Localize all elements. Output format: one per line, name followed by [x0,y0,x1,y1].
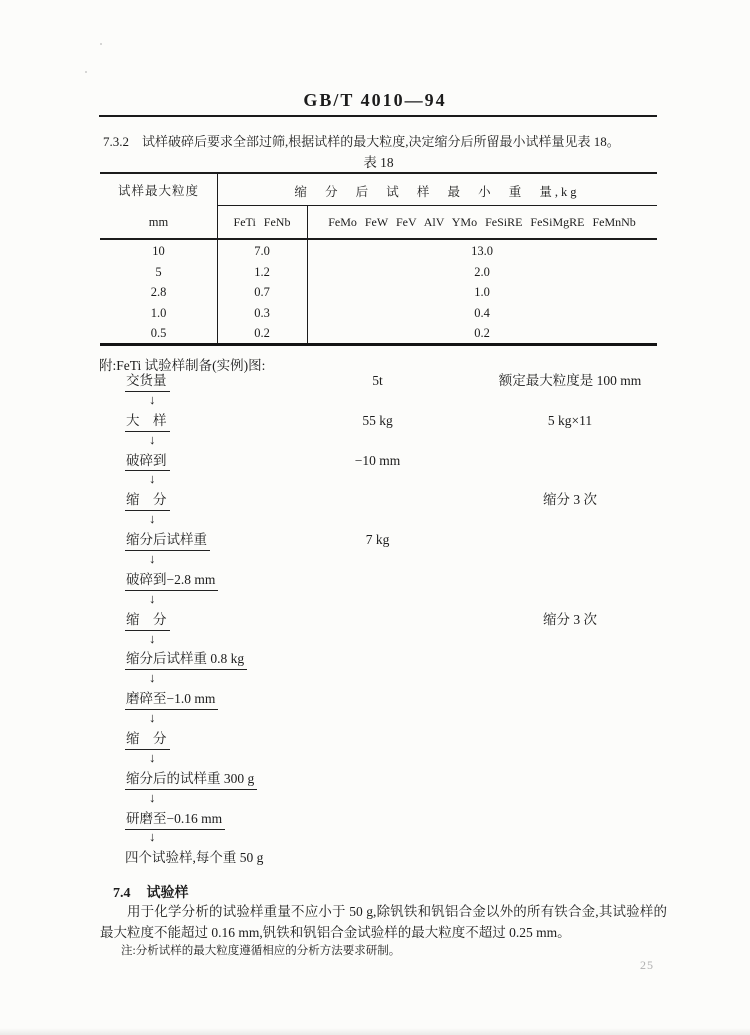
flow-step-value: 55 kg [362,412,393,428]
flow-step-label: 破碎到−2.8 mm [125,570,218,591]
flow-step [98,689,670,709]
column-header-max-size: 试样最大粒度 [117,184,199,198]
down-arrow-icon: ↓ [149,789,156,805]
table-cell: 1.0 [474,285,490,300]
table-cell: 1.2 [254,264,270,279]
flow-step [98,451,670,471]
flow-step [98,848,670,868]
flow-step-annotation: 缩分 3 次 [543,492,597,508]
flow-step-annotation: 5 kg×11 [547,412,593,428]
flow-step-label: 缩 分 [125,729,170,750]
flow-step [98,530,670,550]
section-7-3-2 [103,131,703,150]
flow-step-label: 破碎到 [125,451,170,472]
table-18 [100,172,657,346]
flow-step-value: −10 mm [354,452,401,468]
flow-step [98,809,670,829]
table-cell: 0.3 [254,305,270,320]
down-arrow-icon: ↓ [149,829,156,845]
flow-step-value: 5t [372,373,383,388]
down-arrow-icon: ↓ [149,749,156,765]
table-caption: 表 18 [363,155,394,170]
flow-step-label: 缩分后试样重 [125,530,210,551]
down-arrow-icon: ↓ [149,710,156,726]
down-arrow-icon: ↓ [149,391,156,407]
table-cell: 10 [152,244,165,258]
column-header-other-alloys: FeMo FeW FeV AlV YMo FeSiRE FeSiMgRE FeMnNb [328,215,636,229]
flow-step-annotation: 缩分 3 次 [543,611,597,627]
flow-diagram-title: 附:FeTi 试验样制备(实例)图: [99,358,266,373]
table-horizontal-rule [100,238,657,240]
section-text: 试样破碎后要求全部过筛,根据试样的最大粒度,决定缩分后所留最小试样量见表 18。 [142,134,620,149]
table-cell: 2.0 [474,264,490,279]
section-number: 7.4 [113,886,131,901]
table-cell: 2.8 [150,285,167,300]
table-cell: 0.7 [254,285,270,300]
flow-step-label: 交货量 [125,371,170,392]
flow-step [98,411,670,431]
section-7-4-heading [113,882,189,902]
flow-step-label: 缩分后试样重 0.8 kg [125,649,247,670]
down-arrow-icon: ↓ [149,630,156,646]
down-arrow-icon: ↓ [149,551,156,567]
table-cell: 13.0 [471,244,493,258]
scan-edge-shadow [0,1028,750,1035]
flow-step-annotation: 额定最大粒度是 100 mm [498,373,642,388]
flow-step-label: 研磨至−0.16 mm [125,809,225,830]
table-horizontal-rule [217,205,657,206]
flow-step-label: 大 样 [125,411,170,432]
column-header-unit-mm: mm [148,215,169,229]
flow-step [98,610,670,630]
down-arrow-icon: ↓ [149,670,156,686]
flow-step [98,769,670,789]
section-title: 试验样 [146,886,189,901]
flow-step [98,729,670,749]
down-arrow-icon: ↓ [149,511,156,527]
flow-step-label: 缩 分 [125,490,170,511]
header-rule [99,115,657,117]
section-number: 7.3.2 [103,134,129,149]
table-cell: 0.2 [254,326,270,341]
flow-step [98,490,670,510]
table-cell: 5 [155,264,162,279]
flow-step-label: 四个试验样,每个重 50 g [125,850,264,866]
table-cell: 0.4 [474,305,490,320]
flow-step [98,649,670,669]
page-number: 25 [640,958,654,972]
scan-speck [100,43,102,45]
flow-step [98,570,670,590]
table-cell: 7.0 [254,244,270,258]
down-arrow-icon: ↓ [149,471,156,487]
flow-step-label: 磨碎至−1.0 mm [125,689,218,710]
span-header-min-weight: 缩 分 后 试 样 最 小 重 量,kg [294,185,580,199]
table-cell: 0.5 [150,326,167,341]
flow-step-value: 7 kg [365,532,390,548]
flow-step-label: 缩 分 [125,610,170,631]
down-arrow-icon: ↓ [149,590,156,606]
flow-step [98,371,670,391]
flow-step-label: 缩分后的试样重 300 g [125,769,257,790]
scan-speck [85,71,87,73]
section-7-4-body: 用于化学分析的试验样重量不应小于 50 g,除钒铁和钒铝合金以外的所有铁合金,其试验样的最大粒度不能超过 0.16 mm,钒铁和钒铝合金试验样的最大粒度不超过 0.25 mm。 [100,904,667,940]
table-cell: 1.0 [150,305,167,320]
document-title: GB/T 4010—94 [303,90,447,110]
down-arrow-icon: ↓ [149,431,156,447]
table-cell: 0.2 [474,326,490,341]
column-header-feti-fenb: FeTi FeNb [233,215,291,229]
flow-diagram [98,371,670,868]
footnote: 注:分析试样的最大粒度遵循相应的分析方法要求研制。 [121,945,401,957]
